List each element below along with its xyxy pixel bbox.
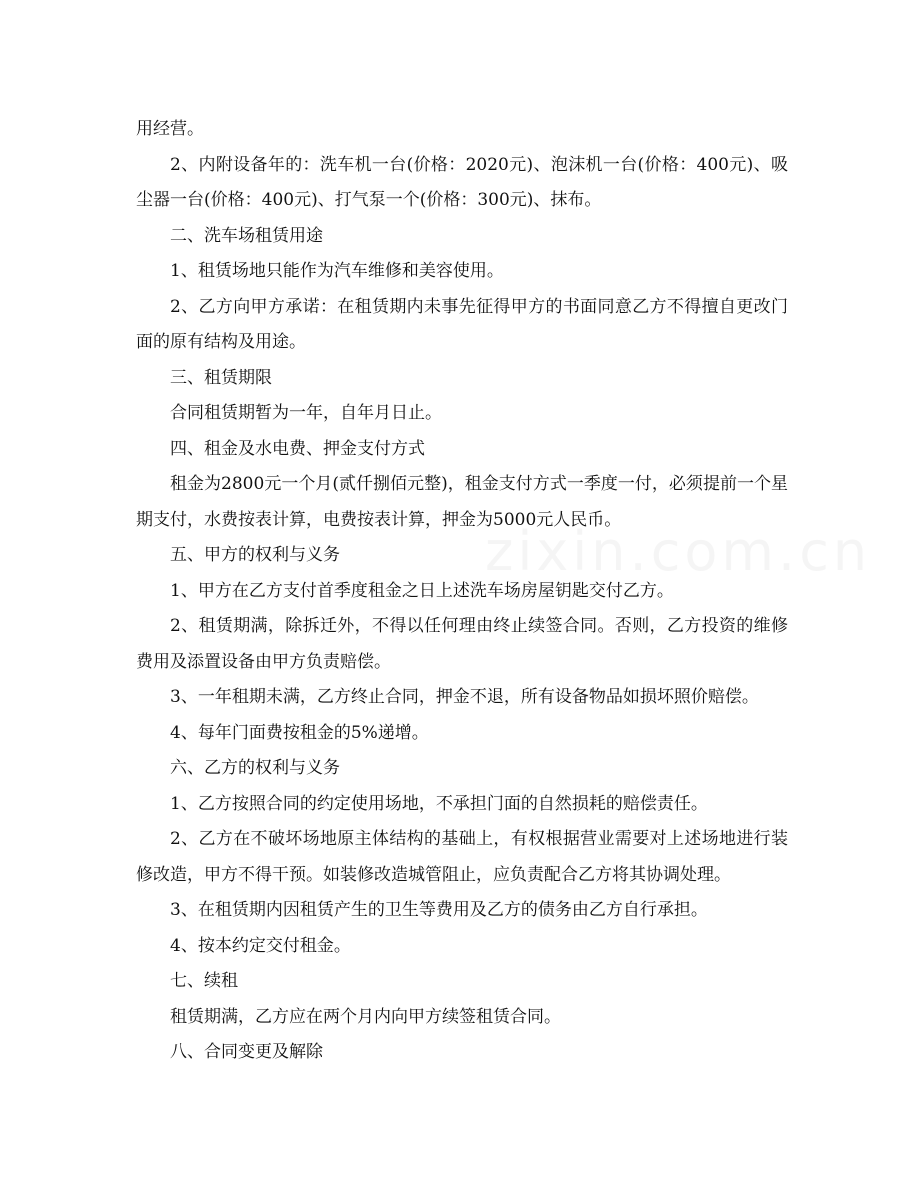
paragraph-party-a-4: 4、每年门面费按租金的5%递增。 [170,722,429,743]
section-heading-rent: 四、租金及水电费、押金支付方式 [170,438,425,459]
paragraph-party-b-4: 4、按本约定交付租金。 [170,935,351,956]
paragraph-party-b-1: 1、乙方按照合同的约定使用场地，不承担门面的自然损耗的赔偿责任。 [170,793,708,814]
document-body [136,112,788,1071]
paragraph-purpose-1: 1、租赁场地只能作为汽车维修和美容使用。 [170,261,504,281]
section-heading-renewal: 七、续租 [170,971,238,991]
section-heading-party-b: 六、乙方的权利与义务 [170,758,340,778]
paragraph-party-a-1: 1、甲方在乙方支付首季度租金之日上述洗车场房屋钥匙交付乙方。 [170,580,674,601]
paragraph-party-b-3: 3、在租赁期内因租赁产生的卫生等费用及乙方的债务由乙方自行承担。 [170,900,708,920]
section-heading-change: 八、合同变更及解除 [170,1042,323,1062]
section-heading-term: 三、租赁期限 [170,367,272,388]
paragraph-purpose-2: 2、乙方向甲方承诺：在租赁期内未事先征得甲方的书面同意乙方不得擅自更改门面的原有结构及用途。 [136,296,788,352]
paragraph-party-a-2: 2、租赁期满，除拆迁外，不得以任何理由终止续签合同。否则，乙方投资的维修费用及添置设备由甲方负责赔偿。 [136,616,788,672]
paragraph-continuation: 用经营。 [136,119,204,139]
paragraph-term: 合同租赁期暂为一年，自年月日止。 [170,403,442,423]
watermark: zixin.com.cn [485,520,872,583]
paragraph-renewal: 租赁期满，乙方应在两个月内向甲方续签租赁合同。 [170,1006,561,1027]
section-heading-party-a: 五、甲方的权利与义务 [170,545,340,565]
paragraph-rent: 租金为2800元一个月(贰仟捌佰元整)，租金支付方式一季度一付，必须提前一个星期支付，水费按表计算，电费按表计算，押金为5000元人民币。 [136,474,788,530]
paragraph-party-b-2: 2、乙方在不破坏场地原主体结构的基础上，有权根据营业需要对上述场地进行装修改造，甲方不得干预。如装修改造城管阻止，应负责配合乙方将其协调处理。 [136,829,788,885]
paragraph-equipment: 2、内附设备年的：洗车机一台(价格：2020元)、泡沫机一台(价格：400元)、吸尘器一台(价格：400元)、打气泵一个(价格：300元)、抹布。 [136,154,788,210]
paragraph-party-a-3: 3、一年租期未满，乙方终止合同，押金不退，所有设备物品如损坏照价赔偿。 [170,687,759,707]
section-heading-purpose: 二、洗车场租赁用途 [170,225,323,246]
